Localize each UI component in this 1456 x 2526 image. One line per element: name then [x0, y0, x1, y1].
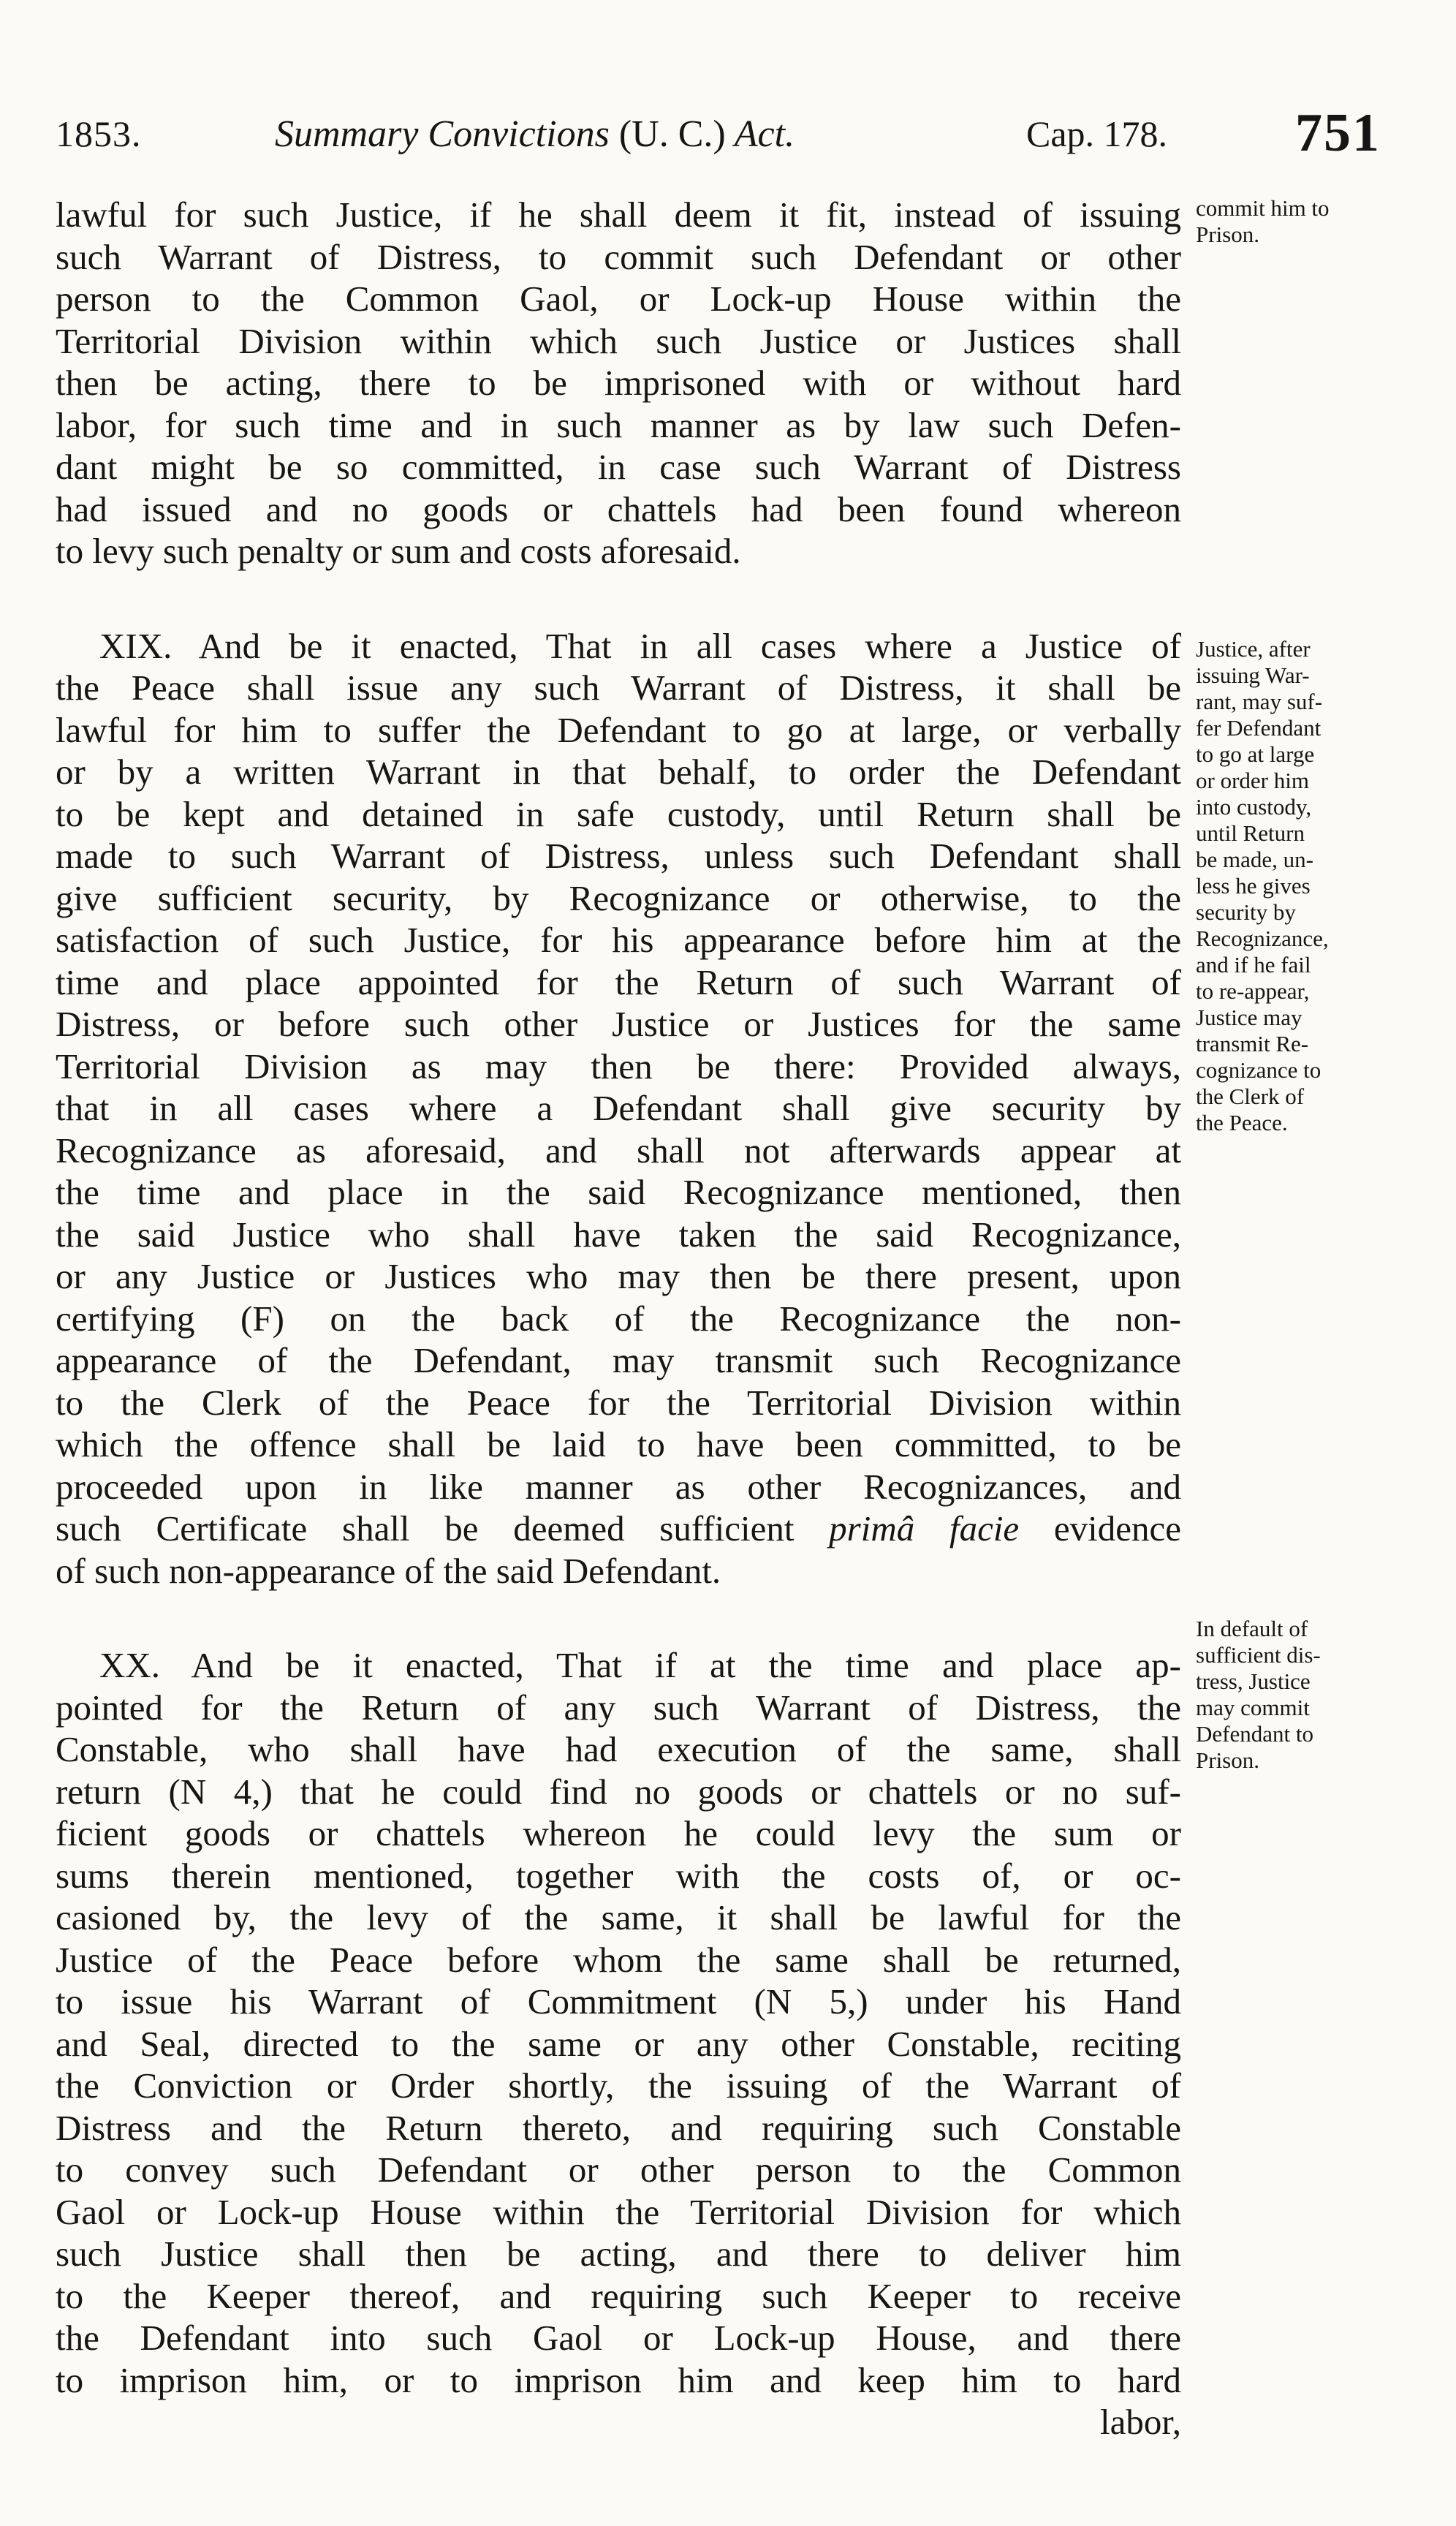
- text-line: Distress, or before such other Justice or Justices for the same: [56, 1004, 1181, 1044]
- text-line: to the Clerk of the Peace for the Territorial Division within: [56, 1382, 1181, 1423]
- margin-note-line: Recognizance,: [1196, 926, 1329, 951]
- margin-note-line: fer Defendant: [1196, 715, 1322, 741]
- text-line: then be acting, there to be imprisoned with or without hard: [56, 363, 1181, 403]
- margin-note-line: to re-appear,: [1196, 978, 1310, 1004]
- text-line: to be kept and detained in safe custody, until Return shall be: [56, 793, 1181, 834]
- margin-note-line: may commit: [1196, 1695, 1310, 1720]
- text-line: to convey such Defendant or other person to the Common: [56, 2149, 1181, 2190]
- margin-note-line: In default of: [1196, 1616, 1308, 1641]
- text-line: that in all cases where a Defendant shall give security by: [56, 1088, 1181, 1128]
- text-line: the Peace shall issue any such Warrant of Distress, it shall be: [56, 668, 1181, 708]
- text-line: labor, for such time and in such manner as by law such Defen-: [56, 404, 1181, 445]
- text-line: or any Justice or Justices who may then be there present, upon: [56, 1256, 1181, 1296]
- text-line: to issue his Warrant of Commitment (N 5,) under his Hand: [56, 1981, 1181, 2022]
- text-line-with-italic: [56, 1508, 1181, 1550]
- header-title-italic: Summary Convictions: [275, 113, 610, 155]
- section-xix: [56, 625, 1181, 1592]
- text-line: certifying (F) on the back of the Recognizance the non-: [56, 1298, 1181, 1339]
- text-line: return (N 4,) that he could find no goods or chattels or no suf-: [56, 1771, 1181, 1812]
- text-line: which the offence shall be laid to have been committed, to be: [56, 1424, 1181, 1464]
- text-line: made to such Warrant of Distress, unless such Defendant shall: [56, 836, 1181, 876]
- margin-note-line: commit him to: [1196, 195, 1330, 221]
- margin-note-line: rant, may suf-: [1196, 689, 1323, 714]
- text-line: such Warrant of Distress, to commit such Defendant or other: [56, 236, 1181, 277]
- page-number: 751: [1295, 103, 1381, 163]
- header-chapter: Cap. 178.: [1026, 113, 1168, 154]
- paragraph-continuation: [56, 194, 1181, 572]
- margin-note-line: and if he fail: [1196, 952, 1311, 977]
- running-header: [56, 102, 1393, 168]
- text-line: lawful for such Justice, if he shall deem it fit, instead of issuing: [56, 194, 1181, 235]
- text-line: XX. And be it enacted, That if at the time and place ap-: [99, 1645, 1181, 1685]
- text-line: Gaol or Lock-up House within the Territorial Division for which: [56, 2191, 1181, 2232]
- margin-note-line: Prison.: [1196, 1747, 1259, 1773]
- text-line: Distress and the Return thereto, and requiring such Constable: [56, 2107, 1181, 2148]
- text-line: the Conviction or Order shortly, the issuing of the Warrant of: [56, 2065, 1181, 2106]
- margin-note-line: into custody,: [1196, 794, 1312, 820]
- text-segment: such Certificate shall be deemed sufficient: [56, 1508, 830, 1549]
- text-line: sums therein mentioned, together with the costs of, or oc-: [56, 1855, 1181, 1896]
- text-line: ficient goods or chattels whereon he could levy the sum or: [56, 1813, 1181, 1853]
- section-xx: [56, 1644, 1181, 2443]
- margin-note-line: or order him: [1196, 768, 1309, 793]
- text-line: lawful for him to suffer the Defendant to go at large, or verbally: [56, 709, 1181, 750]
- margin-note-line: Prison.: [1196, 222, 1259, 247]
- margin-note-commit: [1196, 195, 1415, 248]
- margin-note-line: security by: [1196, 899, 1296, 925]
- text-line: give sufficient security, by Recognizance or otherwise, to the: [56, 877, 1181, 918]
- margin-note-line: less he gives: [1196, 873, 1311, 899]
- margin-note-line: until Return: [1196, 820, 1305, 846]
- text-line: pointed for the Return of any such Warrant of Distress, the: [56, 1687, 1181, 1728]
- text-line: casioned by, the levy of the same, it shall be lawful for the: [56, 1897, 1181, 1937]
- text-line: had issued and no goods or chattels had been found whereon: [56, 488, 1181, 529]
- header-title-end: Act.: [734, 113, 795, 155]
- text-line: time and place appointed for the Return of such Warrant of: [56, 961, 1181, 1002]
- margin-note-line: to go at large: [1196, 741, 1315, 767]
- text-line: and Seal, directed to the same or any other Constable, reciting: [56, 2023, 1181, 2064]
- margin-note-line: Defendant to: [1196, 1721, 1313, 1747]
- text-line: of such non-appearance of the said Defendant.: [56, 1550, 721, 1591]
- text-line: proceeded upon in like manner as other Recognizances, and: [56, 1466, 1181, 1507]
- margin-note-line: the Peace.: [1196, 1110, 1288, 1135]
- margin-note-line: cognizance to: [1196, 1057, 1322, 1083]
- margin-note-line: issuing War-: [1196, 662, 1310, 688]
- text-line: the Defendant into such Gaol or Lock-up House, and there: [56, 2318, 1181, 2358]
- paragraph-spacer: [56, 572, 1181, 625]
- header-year: 1853.: [56, 113, 142, 154]
- paragraph-spacer: [56, 1592, 1181, 1644]
- text-line: Constable, who shall have had execution of the same, shall: [56, 1729, 1181, 1769]
- margin-note-line: Justice may: [1196, 1005, 1303, 1030]
- text-line: satisfaction of such Justice, for his appearance before him at the: [56, 920, 1181, 960]
- text-segment: evidence: [1019, 1508, 1181, 1549]
- text-line: XIX. And be it enacted, That in all cases where a Justice of: [99, 625, 1181, 666]
- text-line: Justice of the Peace before whom the same shall be returned,: [56, 1939, 1181, 1980]
- margin-note-line: tress, Justice: [1196, 1668, 1311, 1694]
- margin-note-justice-after-warrant: [1196, 636, 1415, 1136]
- margin-note-line: be made, un-: [1196, 847, 1313, 872]
- header-title: [275, 113, 795, 156]
- margin-note-default-of-distress: [1196, 1616, 1415, 1774]
- margin-note-line: sufficient dis-: [1196, 1642, 1321, 1668]
- text-line: to imprison him, or to imprison him and keep him to hard: [56, 2359, 1181, 2400]
- text-line: dant might be so committed, in case such Warrant of Distress: [56, 447, 1181, 487]
- italic-phrase: primâ facie: [829, 1508, 1020, 1549]
- text-line: person to the Common Gaol, or Lock-up House within the: [56, 279, 1181, 319]
- text-line: to the Keeper thereof, and requiring such Keeper to receive: [56, 2275, 1181, 2316]
- text-line: to levy such penalty or sum and costs aforesaid.: [56, 531, 741, 571]
- text-line: the time and place in the said Recognizance mentioned, then: [56, 1172, 1181, 1212]
- text-line: such Justice shall then be acting, and there to deliver him: [56, 2234, 1181, 2274]
- text-line: the said Justice who shall have taken the said Recognizance,: [56, 1214, 1181, 1255]
- catchword: labor,: [1100, 2402, 1181, 2442]
- header-title-paren: (U. C.): [618, 113, 726, 155]
- margin-note-line: Justice, after: [1196, 636, 1311, 662]
- margin-note-line: the Clerk of: [1196, 1084, 1305, 1109]
- main-text-column: [56, 194, 1181, 2443]
- margin-note-line: transmit Re-: [1196, 1031, 1309, 1056]
- text-line: or by a written Warrant in that behalf, to order the Defendant: [56, 752, 1181, 792]
- text-line: Recognizance as aforesaid, and shall not afterwards appear at: [56, 1130, 1181, 1171]
- text-line: appearance of the Defendant, may transmit such Recognizance: [56, 1340, 1181, 1380]
- text-line: Territorial Division as may then be there: Provided always,: [56, 1045, 1181, 1086]
- text-line: Territorial Division within which such Justice or Justices shall: [56, 320, 1181, 361]
